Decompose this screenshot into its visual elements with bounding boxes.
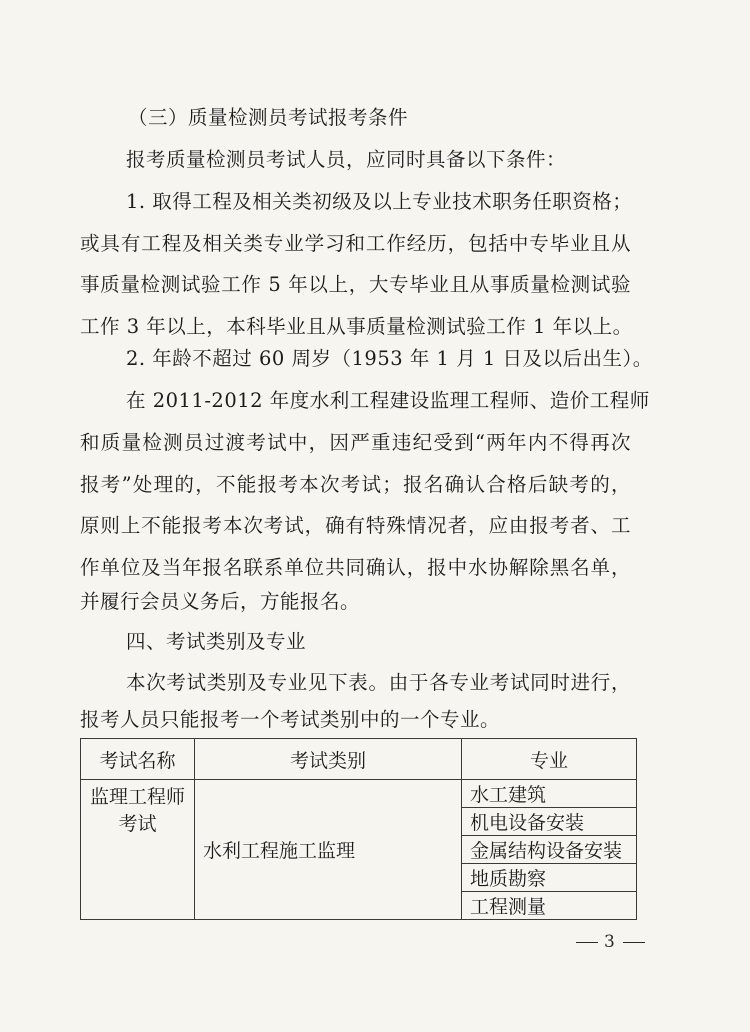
- page-number: [570, 932, 651, 952]
- section4-heading: 四、考试类别及专业: [126, 630, 307, 653]
- specialty-cell: 工程测量: [462, 892, 637, 920]
- table-header-row: [81, 739, 637, 780]
- paragraph-line: 在 2011-2012 年度水利工程建设监理工程师、造价工程师: [126, 389, 650, 412]
- page-dash-left: [576, 942, 598, 943]
- page-number-value: 3: [604, 932, 617, 952]
- header-cell: 考试名称: [81, 739, 195, 780]
- table-row: [81, 780, 637, 808]
- section-heading: （三）质量检测员考试报考条件: [128, 106, 409, 129]
- header-cell: 专业: [462, 739, 637, 780]
- paragraph-line: 和质量检测员过渡考试中，因严重违纪受到“两年内不得再次: [80, 431, 631, 454]
- paragraph-line: 报考质量检测员考试人员，应同时具备以下条件：: [126, 148, 567, 171]
- paragraph-line: 事质量检测试验工作 5 年以上，大专毕业且从事质量检测试验: [80, 273, 631, 296]
- specialty-cell: 水工建筑: [462, 780, 637, 808]
- header-cell: 考试类别: [195, 739, 462, 780]
- exam-name-line: 监理工程师: [89, 786, 185, 808]
- exam-name-line: 考试: [118, 813, 157, 835]
- specialty-cell: 机电设备安装: [462, 808, 637, 836]
- paragraph-line: 原则上不能报考本次考试，确有特殊情况者，应由报考者、工: [80, 514, 631, 537]
- exam-name-cell: [81, 780, 195, 920]
- paragraph-line: 报考人员只能报考一个考试类别中的一个专业。: [80, 708, 501, 731]
- specialty-cell: 金属结构设备安装: [462, 836, 637, 864]
- paragraph-line: 1. 取得工程及相关类初级及以上专业技术职务任职资格；: [126, 190, 633, 213]
- paragraph-line: 报考”处理的，不能报考本次考试；报名确认合格后缺考的，: [80, 473, 631, 496]
- paragraph-line: 2. 年龄不超过 60 周岁（1953 年 1 月 1 日及以后出生）。: [126, 347, 653, 370]
- paragraph-line: 工作 3 年以上，本科毕业且从事质量检测试验工作 1 年以上。: [80, 315, 633, 338]
- exam-category-cell: 水利工程施工监理: [195, 780, 462, 920]
- paragraph-line: 并履行会员义务后，方能报名。: [80, 590, 361, 613]
- paragraph-line: 作单位及当年报名联系单位共同确认，报中水协解除黑名单，: [80, 556, 631, 579]
- paragraph-line: 或具有工程及相关类专业学习和工作经历，包括中专毕业且从: [80, 232, 631, 255]
- specialty-cell: 地质勘察: [462, 864, 637, 892]
- paragraph-line: 本次考试类别及专业见下表。由于各专业考试同时进行，: [126, 671, 631, 694]
- page-dash-right: [623, 942, 645, 943]
- exam-category-table: [80, 738, 637, 920]
